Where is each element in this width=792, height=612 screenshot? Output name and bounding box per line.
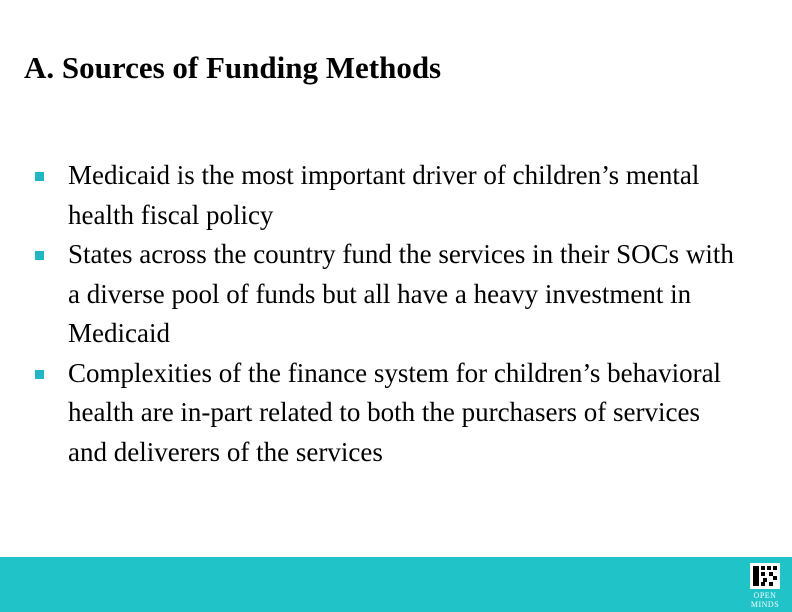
square-bullet-icon xyxy=(35,370,44,379)
bullet-text: Complexities of the finance system for children’s behavioral health are in-part related to both the purchasers of services and deliverers of the services xyxy=(68,357,722,467)
square-bullet-icon xyxy=(35,172,44,181)
footer-bar xyxy=(0,557,792,612)
slide-title: A. Sources of Funding Methods xyxy=(24,50,442,85)
bullet-text: Medicaid is the most important driver of children’s mental health fiscal policy xyxy=(68,160,700,230)
bullet-text: States across the country fund the services in their SOCs with a diverse pool of funds but all have a heavy investment in Medicaid xyxy=(68,239,734,348)
open-minds-logo xyxy=(750,563,780,609)
bullet-list xyxy=(0,156,792,472)
bullet-item xyxy=(0,156,738,235)
square-bullet-icon xyxy=(35,251,44,260)
bullet-item xyxy=(0,235,738,354)
logo-text-line2: MINDS xyxy=(750,600,780,609)
bullet-item xyxy=(0,354,738,473)
logo-text-line1: OPEN xyxy=(753,591,777,600)
open-minds-logo-icon xyxy=(750,563,780,589)
